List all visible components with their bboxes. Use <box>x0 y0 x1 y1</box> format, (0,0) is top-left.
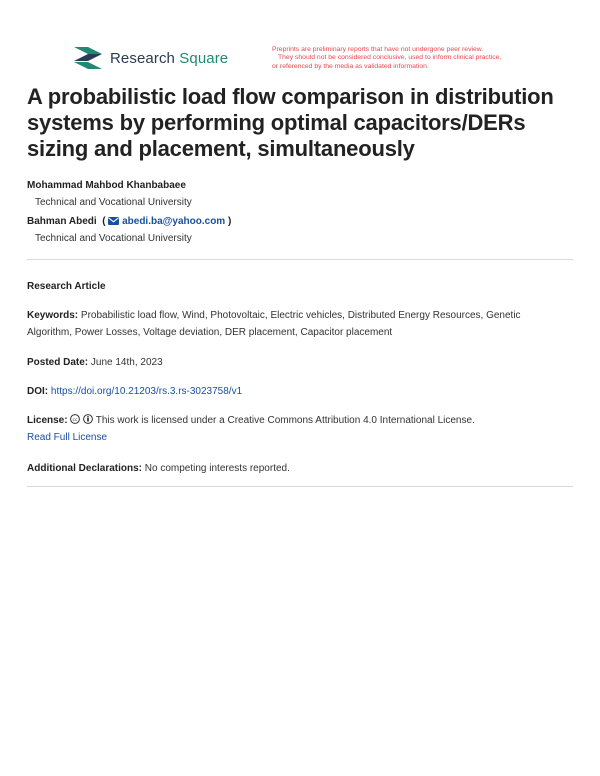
posted-date-block <box>27 354 557 371</box>
divider <box>27 259 573 260</box>
declarations-value: No competing interests reported. <box>144 463 290 474</box>
doi-block <box>27 383 557 400</box>
declarations-block <box>27 460 557 477</box>
doi-label: DOI: <box>27 386 49 397</box>
brand-name-square: Square <box>179 49 229 67</box>
attribution-icon <box>83 414 93 424</box>
read-full-license-link[interactable]: Read Full License <box>27 432 108 443</box>
author-name: Mohammad Mahbod Khanbabaee <box>27 180 186 191</box>
license-text: This work is licensed under a Creative Commons Attribution 4.0 International License. <box>95 415 475 426</box>
research-square-logo-icon <box>74 47 104 69</box>
keywords-label: Keywords: <box>27 310 79 321</box>
research-square-logo[interactable] <box>74 47 228 69</box>
disclaimer-line: They should not be considered conclusive, used to inform clinical practice, <box>278 54 502 62</box>
creative-commons-icon <box>70 414 80 424</box>
disclaimer-line: or referenced by the media as validated information. <box>272 62 429 70</box>
author-affiliation: Technical and Vocational University <box>35 197 192 208</box>
article-type-value: Research Article <box>27 281 106 292</box>
author-affiliation: Technical and Vocational University <box>35 233 192 244</box>
brand-name <box>110 50 228 67</box>
article-title: A probabilistic load flow comparison in distribution systems by performing optimal capacitors/DERs sizing and placement, simultaneously <box>27 84 554 161</box>
posted-date-value: June 14th, 2023 <box>90 357 163 368</box>
doi-link[interactable]: https://doi.org/10.21203/rs.3.rs-3023758/v1 <box>50 386 243 397</box>
author-name: Bahman Abedi <box>27 216 97 227</box>
posted-date-label: Posted Date: <box>27 357 89 368</box>
declarations-label: Additional Declarations: <box>27 463 143 474</box>
divider <box>27 486 573 487</box>
author-email-link[interactable]: abedi.ba@yahoo.com <box>122 216 226 227</box>
brand-name-research: Research <box>110 49 175 67</box>
license-block <box>27 412 557 446</box>
disclaimer-line: Preprints are preliminary reports that have not undergone peer review. <box>272 46 484 53</box>
envelope-icon <box>108 217 119 225</box>
keywords-value: Probabilistic load flow, Wind, Photovoltaic, Electric vehicles, Distributed Energy Resources, Genetic Algorithm, Power Losses, Voltage deviation, DER placement, Capacitor placement <box>27 310 521 338</box>
preprint-disclaimer <box>272 46 562 71</box>
email-close-paren: ) <box>227 216 232 227</box>
keywords-block <box>27 307 557 341</box>
license-label: License: <box>27 415 68 426</box>
author-row <box>27 216 231 227</box>
email-open-paren: ( <box>99 216 106 227</box>
svg-text:cc: cc <box>72 417 78 423</box>
article-type <box>27 278 557 295</box>
